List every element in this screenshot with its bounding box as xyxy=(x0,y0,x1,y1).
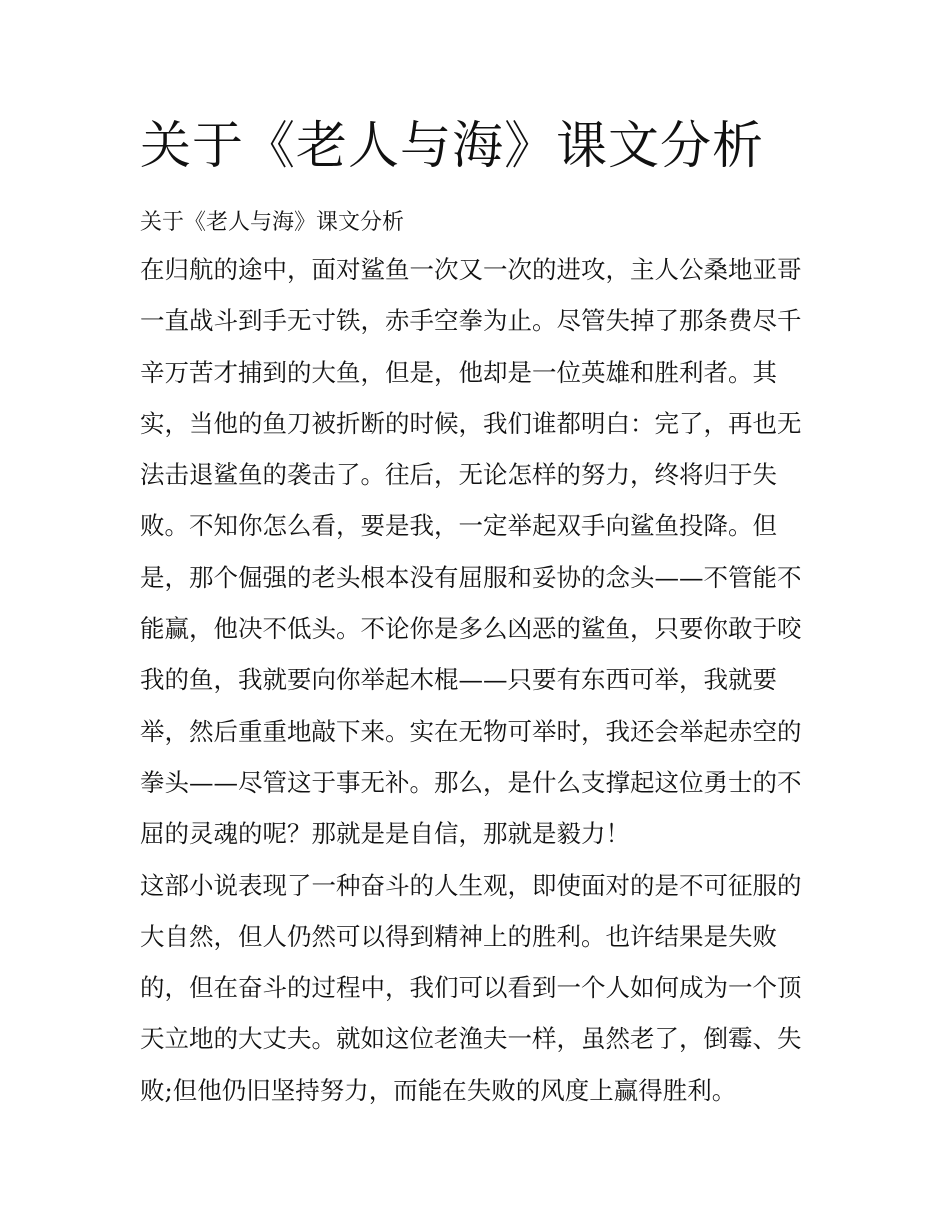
text-line: 在归航的途中，面对鲨鱼一次又一次的进攻，主人公桑地亚哥 xyxy=(140,255,802,284)
text-line: 这部小说表现了一种奋斗的人生观，即使面对的是不可征服的 xyxy=(140,870,802,900)
text-line: 屈的灵魂的呢？那就是是自信，那就是毅力！ xyxy=(140,819,630,849)
text-line: 大自然，但人仍然可以得到精神上的胜利。也许结果是失败 xyxy=(140,921,777,951)
paragraph-1 xyxy=(140,253,820,869)
text-line: 法击退鲨鱼的袭击了。往后，无论怎样的努力，终将归于失 xyxy=(140,460,777,490)
text-line: 败。不知你怎么看，要是我，一定举起双手向鲨鱼投降。但 xyxy=(140,511,777,541)
text-line: 天立地的大丈夫。就如这位老渔夫一样，虽然老了，倒霉、失 xyxy=(140,1024,802,1054)
text-line: 能赢，他决不低头。不论你是多么凶恶的鲨鱼，只要你敢于咬 xyxy=(140,614,802,644)
text-line: 举，然后重重地敲下来。实在无物可举时，我还会举起赤空的 xyxy=(140,716,802,746)
document-subtitle: 关于《老人与海》课文分析 xyxy=(140,210,405,235)
text-line: 的，但在奋斗的过程中，我们可以看到一个人如何成为一个顶 xyxy=(140,973,802,1003)
document-body xyxy=(140,253,820,1125)
text-line: 我的鱼，我就要向你举起木棍——只要有东西可举，我就要 xyxy=(140,665,777,695)
paragraph-2 xyxy=(140,869,820,1125)
text-line: 拳头——尽管这于事无补。那么，是什么支撑起这位勇士的不 xyxy=(140,767,802,797)
text-line: 辛万苦才捕到的大鱼，但是，他却是一位英雄和胜利者。其 xyxy=(140,357,777,387)
text-line: 一直战斗到手无寸铁，赤手空拳为止。尽管失掉了那条费尽千 xyxy=(140,306,802,336)
text-line: 败;但他仍旧坚持努力，而能在失败的风度上赢得胜利。 xyxy=(140,1075,737,1105)
document-title: 关于《老人与海》课文分析 xyxy=(140,117,765,176)
text-line: 实，当他的鱼刀被折断的时候，我们谁都明白：完了，再也无 xyxy=(140,408,802,438)
text-line: 是，那个倔强的老头根本没有屈服和妥协的念头——不管能不 xyxy=(140,562,802,592)
